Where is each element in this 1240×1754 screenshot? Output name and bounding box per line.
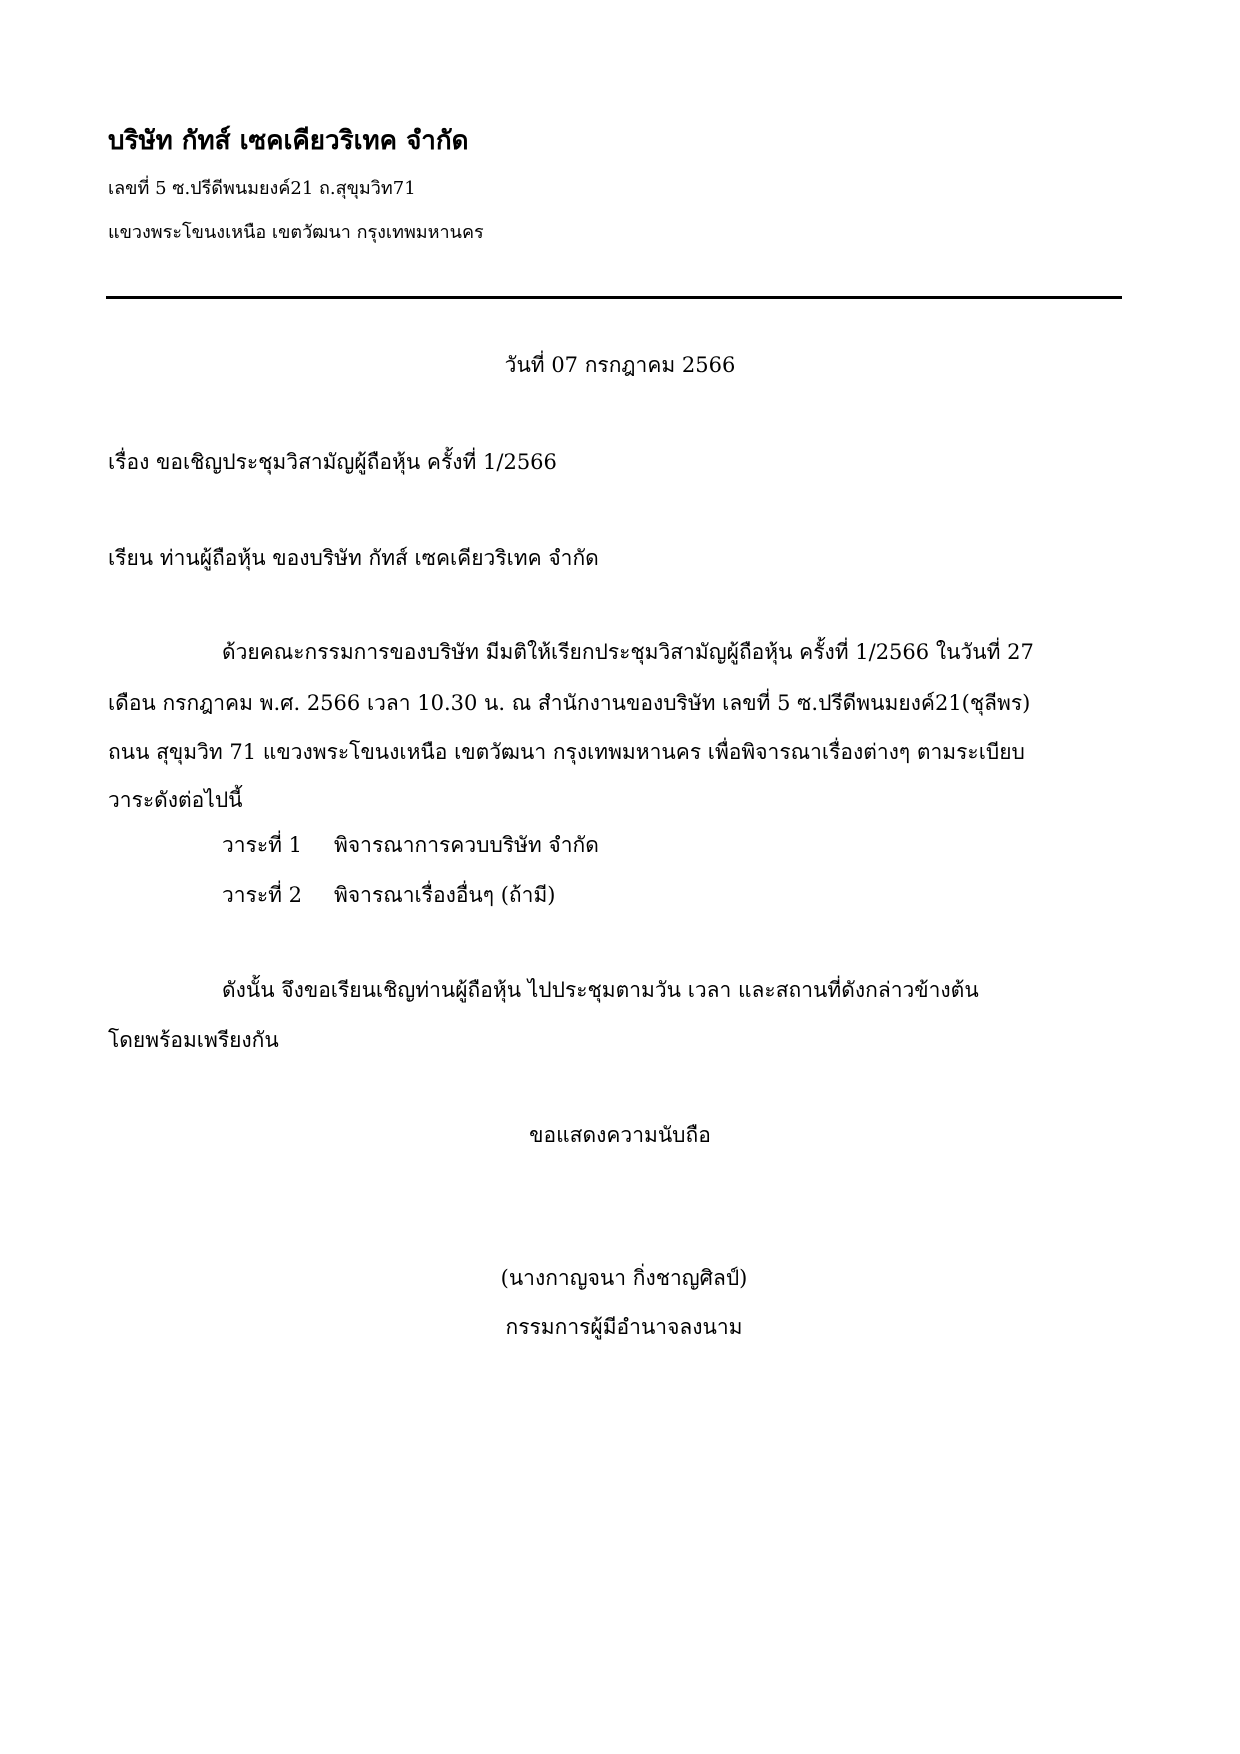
agenda-item-2-number: วาระที่ 2	[222, 883, 303, 907]
body-paragraph-line-3: ถนน สุขุมวิท 71 แขวงพระโขนงเหนือ เขตวัฒนา กรุงเทพมหานคร เพื่อพิจารณาเรื่องต่างๆ ตามระเบียบ	[108, 740, 1025, 764]
signer-title: กรรมการผู้มีอำนาจลงนาม	[505, 1315, 743, 1339]
company-address-line-1: เลขที่ 5 ซ.ปรีดีพนมยงค์21 ถ.สุขุมวิท71	[108, 178, 416, 199]
conclusion-line-2: โดยพร้อมเพรียงกัน	[108, 1028, 279, 1052]
agenda-item-1-text: พิจารณาการควบบริษัท จำกัด	[334, 833, 599, 857]
conclusion-line-1: ดังนั้น จึงขอเรียนเชิญท่านผู้ถือหุ้น ไปประชุมตามวัน เวลา และสถานที่ดังกล่าวข้างต้น	[222, 978, 979, 1002]
body-paragraph-line-2: เดือน กรกฎาคม พ.ศ. 2566 เวลา 10.30 น. ณ สำนักงานของบริษัท เลขที่ 5 ซ.ปรีดีพนมยงค์21(ชุลีพร)	[108, 691, 1031, 715]
header-divider	[106, 296, 1122, 299]
body-paragraph-line-1: ด้วยคณะกรรมการของบริษัท มีมติให้เรียกประชุมวิสามัญผู้ถือหุ้น ครั้งที่ 1/2566 ในวันที่ 27	[222, 640, 1034, 664]
agenda-item-1-number: วาระที่ 1	[222, 833, 303, 857]
closing-phrase: ขอแสดงความนับถือ	[529, 1123, 711, 1147]
letter-subject: เรื่อง ขอเชิญประชุมวิสามัญผู้ถือหุ้น ครั้งที่ 1/2566	[108, 450, 557, 474]
signer-name: (นางกาญจนา กิ่งชาญศิลป์)	[500, 1266, 748, 1290]
letter-salutation: เรียน ท่านผู้ถือหุ้น ของบริษัท กัทส์ เซคเคียวริเทค จำกัด	[108, 546, 599, 570]
body-paragraph-line-4: วาระดังต่อไปนี้	[108, 788, 243, 812]
company-name: บริษัท กัทส์ เซคเคียวริเทค จำกัด	[108, 126, 469, 156]
company-address-line-2: แขวงพระโขนงเหนือ เขตวัฒนา กรุงเทพมหานคร	[108, 222, 484, 243]
letter-date: วันที่ 07 กรกฎาคม 2566	[504, 353, 736, 377]
agenda-item-2-text: พิจารณาเรื่องอื่นๆ (ถ้ามี)	[334, 883, 556, 907]
